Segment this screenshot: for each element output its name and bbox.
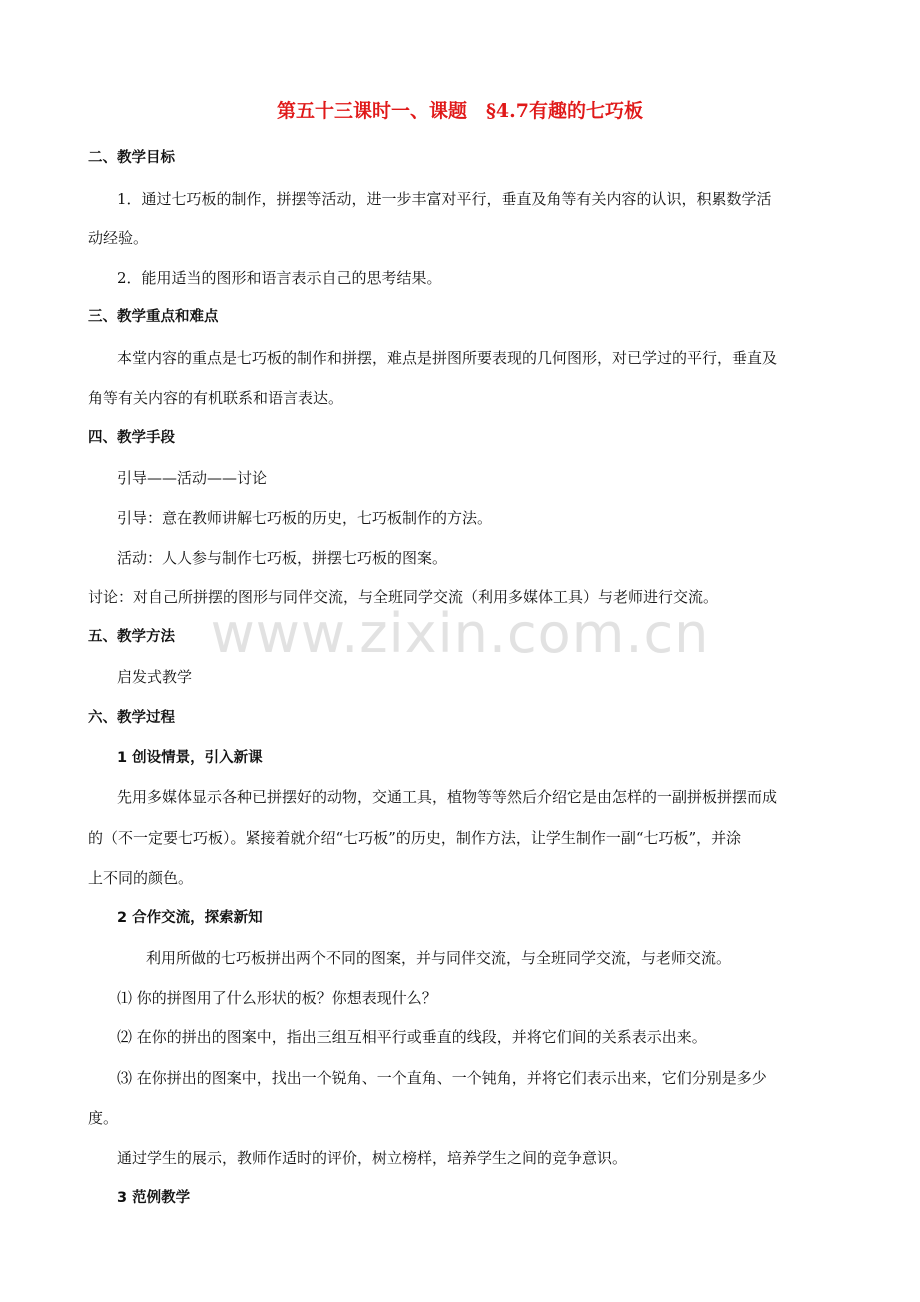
section-heading-process: 六、教学过程 <box>88 710 175 726</box>
process-summary: 通过学生的展示，教师作适时的评价，树立榜样，培养学生之间的竞争意识。 <box>117 1149 628 1167</box>
process-step-1-line-1: 先用多媒体显示各种已拼摆好的动物，交通工具，植物等等然后介绍它是由怎样的一副拼板拼摆而成 <box>117 788 778 806</box>
page-title: 第五十三课时一、课题 §4.7有趣的七巧板 <box>277 100 643 122</box>
goals-paragraph-1-line-1: 1．通过七巧板的制作，拼摆等活动，进一步丰富对平行，垂直及角等有关内容的认识，积累数学活 <box>117 190 772 208</box>
method-line-1: 启发式教学 <box>117 668 193 686</box>
section-heading-key-points: 三、教学重点和难点 <box>88 309 219 325</box>
section-heading-method: 五、教学方法 <box>88 629 175 645</box>
means-line-1: 引导——活动——讨论 <box>117 469 268 487</box>
watermark: www.zixin.com.cn <box>210 602 710 665</box>
process-question-2: ⑵ 在你的拼出的图案中，指出三组互相平行或垂直的线段，并将它们间的关系表示出来。 <box>117 1028 707 1046</box>
means-line-4: 讨论：对自己所拼摆的图形与同伴交流，与全班同学交流（利用多媒体工具）与老师进行交流。 <box>88 588 719 606</box>
process-question-3-line-1: ⑶ 在你拼出的图案中，找出一个锐角、一个直角、一个钝角，并将它们表示出来，它们分别是多少 <box>117 1069 767 1087</box>
process-question-3-line-2: 度。 <box>88 1109 119 1127</box>
key-points-line-1: 本堂内容的重点是七巧板的制作和拼摆，难点是拼图所要表现的几何图形，对已学过的平行，垂直及 <box>117 349 778 367</box>
means-line-2: 引导：意在教师讲解七巧板的历史，七巧板制作的方法。 <box>117 509 493 527</box>
section-heading-means: 四、教学手段 <box>88 430 175 446</box>
process-question-1: ⑴ 你的拼图用了什么形状的板？你想表现什么？ <box>117 989 437 1007</box>
process-step-2-line-1: 利用所做的七巧板拼出两个不同的图案，并与同伴交流，与全班同学交流，与老师交流。 <box>146 949 732 967</box>
goals-paragraph-2: 2．能用适当的图形和语言表示自己的思考结果。 <box>117 269 442 287</box>
section-heading-goals: 二、教学目标 <box>88 150 175 166</box>
process-step-2-title: 2 合作交流，探索新知 <box>117 910 263 926</box>
process-step-1-line-2: 的（不一定要七巧板）。紧接着就介绍“七巧板”的历史，制作方法，让学生制作一副“七巧板”，并涂 <box>88 829 742 847</box>
means-line-3: 活动：人人参与制作七巧板，拼摆七巧板的图案。 <box>117 549 448 567</box>
goals-paragraph-1-line-2: 动经验。 <box>88 229 149 247</box>
key-points-line-2: 角等有关内容的有机联系和语言表达。 <box>88 389 344 407</box>
process-step-3-title: 3 范例教学 <box>117 1190 191 1206</box>
process-step-1-line-3: 上不同的颜色。 <box>88 869 194 887</box>
process-step-1-title: 1 创设情景，引入新课 <box>117 750 263 766</box>
